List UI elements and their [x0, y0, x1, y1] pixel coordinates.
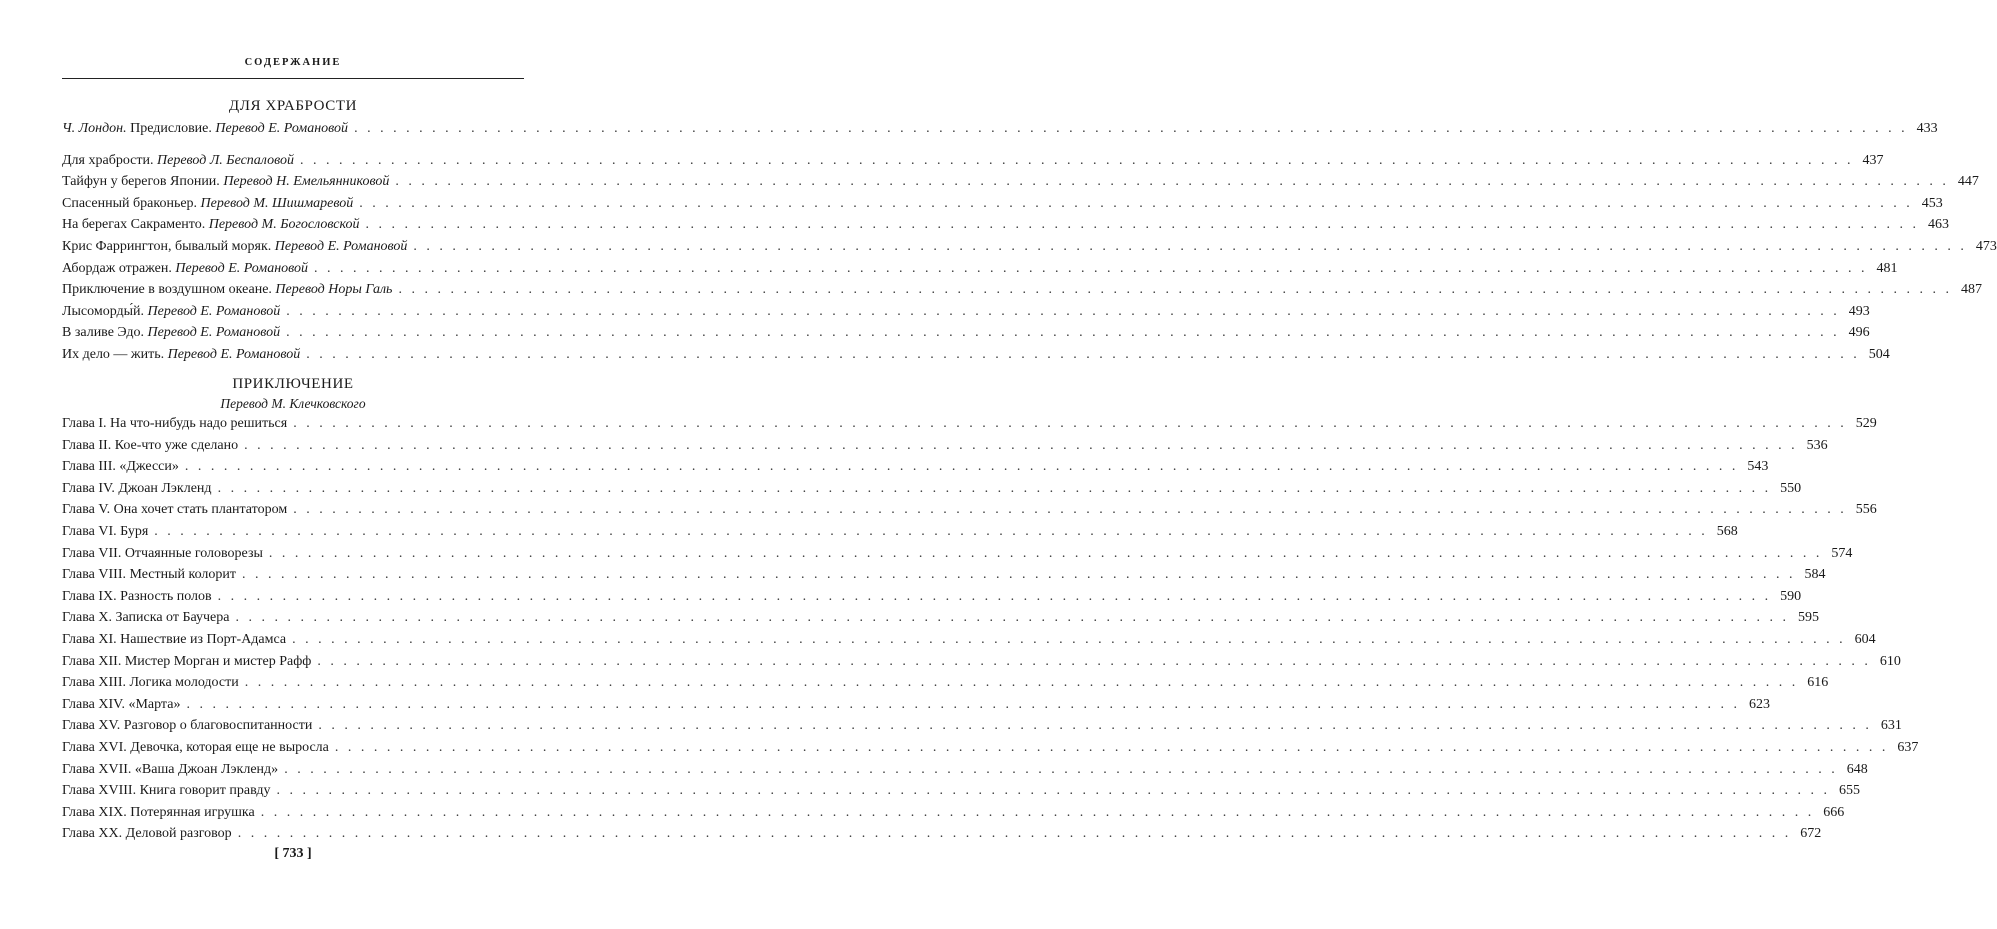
leader-dots: . . . . . . . . . . . . . . . . . . . . . . . . . . . . . . . . . . . . . . . . . . . . . . . . . . . . . . . . . . . . . . . . . . . . . . . . . . . . . . . . . . . . . . . . . . . . . . . . . . . . . . . . . . . . . . . . . . . . . . . .	[217, 480, 1772, 496]
entry-title: Для храбрости.	[62, 152, 154, 168]
toc-row	[62, 675, 1829, 697]
entry-translator: Перевод Е. Романовой	[147, 303, 281, 319]
header-rule	[62, 78, 524, 79]
chapter-title: Глава II. Кое-что уже сделано	[62, 437, 239, 453]
toc-row	[62, 696, 1770, 719]
toc-row	[62, 260, 1898, 283]
toc-row	[62, 761, 1868, 784]
leader-dots: . . . . . . . . . . . . . . . . . . . . . . . . . . . . . . . . . . . . . . . . . . . . . . . . . . . . . . . . . . . . . . . . . . . . . . . . . . . . . . . . . . . . . . . . . . . . . . . . . . . . . . . . . . . . . . . . . . . . . . . .	[217, 588, 1772, 604]
preface-page: 433	[1916, 121, 1938, 136]
entry-title: Их дело — жить.	[62, 346, 165, 362]
chapter-page: 595	[1797, 610, 1819, 626]
toc-list-section-2	[62, 416, 1919, 848]
toc-row	[62, 567, 1826, 589]
leader-dots: . . . . . . . . . . . . . . . . . . . . . . . . . . . . . . . . . . . . . . . . . . . . . . . . . . . . . . . . . . . . . . . . . . . . . . . . . . . . . . . . . . . . . . . . . . . . . . . . . . . . . . . . . . . . . . . . . . . . . . . .	[413, 238, 1967, 254]
chapter-page: 529	[1855, 416, 1877, 431]
chapter-title: Глава XVIII. Книга говорит правду	[62, 783, 271, 799]
chapter-title: Глава XX. Деловой разговор	[62, 826, 232, 842]
chapter-page: 672	[1800, 826, 1822, 842]
toc-row	[62, 217, 1950, 239]
entry-translator: Перевод Н. Емельянниковой	[223, 174, 390, 190]
leader-dots: . . . . . . . . . . . . . . . . . . . . . . . . . . . . . . . . . . . . . . . . . . . . . . . . . . . . . . . . . . . . . . . . . . . . . . . . . . . . . . . . . . . . . . . . . . . . . . . . . . . . . . . . . . . . . . . . . . . . . . . .	[314, 260, 1868, 276]
entry-page: 437	[1862, 152, 1884, 168]
chapter-title: Глава XI. Нашествие из Порт-Адамса	[62, 631, 287, 647]
toc-row-preface	[62, 121, 1938, 143]
chapter-title: Глава XV. Разговор о благовоспитанности	[62, 718, 313, 734]
toc-row	[62, 459, 1769, 481]
leader-dots: . . . . . . . . . . . . . . . . . . . . . . . . . . . . . . . . . . . . . . . . . . . . . . . . . . . . . . . . . . . . . . . . . . . . . . . . . . . . . . . . . . . . . . . . . . . . . . . . . . . . . . . . . . . . . . . . . . . . . . . .	[237, 826, 1792, 842]
leader-dots: . . . . . . . . . . . . . . . . . . . . . . . . . . . . . . . . . . . . . . . . . . . . . . . . . . . . . . . . . . . . . . . . . . . . . . . . . . . . . . . . . . . . . . . . . . . . . . . . . . . . . . . . . . . . . . . . . . . . . . . .	[184, 459, 1739, 475]
leader-dots: . . . . . . . . . . . . . . . . . . . . . . . . . . . . . . . . . . . . . . . . . . . . . . . . . . . . . . . . . . . . . . . . . . . . . . . . . . . . . . . . . . . . . . . . . . . . . . . . . . . . . . . . . . . . . . . . . . . . . . . .	[359, 195, 1913, 211]
toc-row	[62, 718, 1902, 740]
leader-dots: . . . . . . . . . . . . . . . . . . . . . . . . . . . . . . . . . . . . . . . . . . . . . . . . . . . . . . . . . . . . . . . . . . . . . . . . . . . . . . . . . . . . . . . . . . . . . . . . . . . . . . . . . . . . . . . . . . . . . . . .	[286, 303, 1840, 319]
leader-dots: . . . . . . . . . . . . . . . . . . . . . . . . . . . . . . . . . . . . . . . . . . . . . . . . . . . . . . . . . . . . . . . . . . . . . . . . . . . . . . . . . . . . . . . . . . . . . . . . . . . . . . . . . . . . . . . . . . . . . . . .	[268, 545, 1823, 561]
toc-row	[62, 416, 1877, 438]
toc-row	[62, 653, 1901, 676]
chapter-title: Глава XIX. Потерянная игрушка	[62, 804, 255, 820]
chapter-page: 610	[1879, 653, 1901, 669]
chapter-page: 604	[1854, 631, 1876, 647]
entry-page: 481	[1876, 260, 1898, 276]
leader-dots: . . . . . . . . . . . . . . . . . . . . . . . . . . . . . . . . . . . . . . . . . . . . . . . . . . . . . . . . . . . . . . . . . . . . . . . . . . . . . . . . . . . . . . . . . . . . . . . . . . . . . . . . . . . . . . . . . . . . . . . .	[317, 653, 1871, 669]
entry-title: Крис Фаррингтон, бывалый моряк.	[62, 238, 272, 254]
leader-dots: . . . . . . . . . . . . . . . . . . . . . . . . . . . . . . . . . . . . . . . . . . . . . . . . . . . . . . . . . . . . . . . . . . . . . . . . . . . . . . . . . . . . . . . . . . . . . . . . . . . . . . . . . . . . . . . . . . . . . . . .	[354, 121, 1908, 136]
chapter-title: Глава XII. Мистер Морган и мистер Рафф	[62, 653, 312, 669]
section-title-2: ПРИКЛЮЧЕНИЕ	[232, 376, 354, 392]
chapter-page: 574	[1831, 545, 1853, 561]
toc-row	[62, 739, 1919, 762]
leader-dots: . . . . . . . . . . . . . . . . . . . . . . . . . . . . . . . . . . . . . . . . . . . . . . . . . . . . . . . . . . . . . . . . . . . . . . . . . . . . . . . . . . . . . . . . . . . . . . . . . . . . . . . . . . . . . . . . . . . . . . . .	[299, 152, 1854, 168]
leader-dots: . . . . . . . . . . . . . . . . . . . . . . . . . . . . . . . . . . . . . . . . . . . . . . . . . . . . . . . . . . . . . . . . . . . . . . . . . . . . . . . . . . . . . . . . . . . . . . . . . . . . . . . . . . . . . . . . . . . . . . . .	[186, 696, 1740, 712]
entry-page: 447	[1957, 174, 1979, 190]
leader-dots: . . . . . . . . . . . . . . . . . . . . . . . . . . . . . . . . . . . . . . . . . . . . . . . . . . . . . . . . . . . . . . . . . . . . . . . . . . . . . . . . . . . . . . . . . . . . . . . . . . . . . . . . . . . . . . . . . . . . . . . .	[395, 174, 1949, 190]
leader-dots: . . . . . . . . . . . . . . . . . . . . . . . . . . . . . . . . . . . . . . . . . . . . . . . . . . . . . . . . . . . . . . . . . . . . . . . . . . . . . . . . . . . . . . . . . . . . . . . . . . . . . . . . . . . . . . . . . . . . . . . .	[318, 718, 1872, 734]
entry-title: Тайфун у берегов Японии.	[62, 174, 220, 190]
entry-page: 504	[1868, 346, 1890, 362]
toc-row	[62, 437, 1828, 460]
entry-page: 496	[1848, 325, 1870, 341]
entry-page: 487	[1960, 282, 1982, 298]
entry-translator: Перевод Е. Романовой	[167, 346, 301, 362]
section-title-1: ДЛЯ ХРАБРОСТИ	[228, 98, 358, 114]
entry-title: В заливе Эдо.	[62, 325, 144, 341]
toc-row	[62, 523, 1738, 546]
entry-page: 463	[1928, 217, 1950, 233]
toc-row	[62, 238, 1997, 261]
entry-translator: Перевод Норы Галь	[275, 282, 393, 298]
chapter-title: Глава VIII. Местный колорит	[62, 567, 237, 583]
chapter-page: 631	[1880, 718, 1902, 734]
toc-row	[62, 502, 1877, 524]
toc-row	[62, 545, 1853, 568]
toc-row	[62, 282, 1982, 304]
entry-page: 453	[1921, 195, 1943, 211]
chapter-page: 655	[1838, 783, 1860, 799]
entry-title: Спасенный браконьер.	[62, 195, 198, 211]
chapter-title: Глава VII. Отчаянные головорезы	[62, 545, 263, 561]
chapter-page: 536	[1806, 437, 1828, 453]
chapter-page: 666	[1823, 804, 1845, 820]
leader-dots: . . . . . . . . . . . . . . . . . . . . . . . . . . . . . . . . . . . . . . . . . . . . . . . . . . . . . . . . . . . . . . . . . . . . . . . . . . . . . . . . . . . . . . . . . . . . . . . . . . . . . . . . . . . . . . . . . . . . . . . .	[244, 675, 1799, 691]
chapter-page: 616	[1807, 675, 1829, 691]
chapter-title: Глава IV. Джоан Лэкленд	[62, 480, 212, 496]
leader-dots: . . . . . . . . . . . . . . . . . . . . . . . . . . . . . . . . . . . . . . . . . . . . . . . . . . . . . . . . . . . . . . . . . . . . . . . . . . . . . . . . . . . . . . . . . . . . . . . . . . . . . . . . . . . . . . . . . . . . . . . .	[284, 761, 1838, 777]
leader-dots: . . . . . . . . . . . . . . . . . . . . . . . . . . . . . . . . . . . . . . . . . . . . . . . . . . . . . . . . . . . . . . . . . . . . . . . . . . . . . . . . . . . . . . . . . . . . . . . . . . . . . . . . . . . . . . . . . . . . . . . .	[154, 523, 1708, 539]
entry-translator: Перевод Е. Романовой	[147, 325, 281, 341]
chapter-title: Глава XIII. Логика молодости	[62, 675, 239, 691]
toc-row	[62, 588, 1802, 611]
chapter-page: 590	[1780, 588, 1802, 604]
chapter-title: Глава III. «Джесси»	[62, 459, 179, 475]
toc-row	[62, 195, 1943, 218]
toc-gap	[62, 143, 524, 153]
leader-dots: . . . . . . . . . . . . . . . . . . . . . . . . . . . . . . . . . . . . . . . . . . . . . . . . . . . . . . . . . . . . . . . . . . . . . . . . . . . . . . . . . . . . . . . . . . . . . . . . . . . . . . . . . . . . . . . . . . . . . . . .	[293, 502, 1847, 518]
toc-row	[62, 804, 1845, 827]
preface-author: Ч. Лондон.	[62, 121, 127, 136]
toc-row	[62, 480, 1802, 503]
preface-title: Предисловие.	[130, 121, 212, 136]
entry-translator: Перевод М. Богословской	[208, 217, 360, 233]
toc-row	[62, 346, 1890, 369]
toc-list-section-1	[62, 121, 1997, 369]
toc-row	[62, 303, 1870, 326]
toc-row	[62, 610, 1819, 632]
toc-row	[62, 152, 1884, 175]
running-head: СОДЕРЖАНИЕ	[244, 57, 342, 68]
page-number: [ 733 ]	[274, 846, 312, 861]
chapter-page: 543	[1747, 459, 1769, 475]
toc-row	[62, 325, 1870, 347]
toc-row	[62, 174, 1979, 196]
chapter-title: Глава V. Она хочет стать плантатором	[62, 502, 288, 518]
preface-translator: Перевод Е. Романовой	[215, 121, 349, 136]
leader-dots: . . . . . . . . . . . . . . . . . . . . . . . . . . . . . . . . . . . . . . . . . . . . . . . . . . . . . . . . . . . . . . . . . . . . . . . . . . . . . . . . . . . . . . . . . . . . . . . . . . . . . . . . . . . . . . . . . . . . . . . .	[276, 783, 1830, 799]
leader-dots: . . . . . . . . . . . . . . . . . . . . . . . . . . . . . . . . . . . . . . . . . . . . . . . . . . . . . . . . . . . . . . . . . . . . . . . . . . . . . . . . . . . . . . . . . . . . . . . . . . . . . . . . . . . . . . . . . . . . . . . .	[260, 804, 1815, 820]
chapter-title: Глава XVI. Девочка, которая еще не выросла	[62, 739, 329, 755]
entry-page: 493	[1848, 303, 1870, 319]
entry-title: Лысоморды́й.	[62, 303, 145, 319]
chapter-page: 623	[1748, 696, 1770, 712]
chapter-title: Глава XIV. «Марта»	[62, 696, 181, 712]
entry-page: 473	[1975, 238, 1997, 254]
leader-dots: . . . . . . . . . . . . . . . . . . . . . . . . . . . . . . . . . . . . . . . . . . . . . . . . . . . . . . . . . . . . . . . . . . . . . . . . . . . . . . . . . . . . . . . . . . . . . . . . . . . . . . . . . . . . . . . . . . . . . . . .	[293, 416, 1847, 431]
chapter-title: Глава IX. Разность полов	[62, 588, 212, 604]
entry-title: Абордаж отражен.	[62, 260, 172, 276]
leader-dots: . . . . . . . . . . . . . . . . . . . . . . . . . . . . . . . . . . . . . . . . . . . . . . . . . . . . . . . . . . . . . . . . . . . . . . . . . . . . . . . . . . . . . . . . . . . . . . . . . . . . . . . . . . . . . . . . . . . . . . . .	[365, 217, 1920, 233]
chapter-page: 556	[1855, 502, 1877, 518]
toc-row	[62, 783, 1860, 805]
leader-dots: . . . . . . . . . . . . . . . . . . . . . . . . . . . . . . . . . . . . . . . . . . . . . . . . . . . . . . . . . . . . . . . . . . . . . . . . . . . . . . . . . . . . . . . . . . . . . . . . . . . . . . . . . . . . . . . . . . . . . . . .	[286, 325, 1840, 341]
entry-title: На берегах Сакраменто.	[62, 217, 206, 233]
chapter-title: Глава X. Записка от Баучера	[62, 610, 230, 626]
leader-dots: . . . . . . . . . . . . . . . . . . . . . . . . . . . . . . . . . . . . . . . . . . . . . . . . . . . . . . . . . . . . . . . . . . . . . . . . . . . . . . . . . . . . . . . . . . . . . . . . . . . . . . . . . . . . . . . . . . . . . . . .	[306, 346, 1860, 362]
chapter-page: 568	[1716, 523, 1738, 539]
entry-translator: Перевод Л. Беспаловой	[157, 152, 294, 168]
entry-title: Приключение в воздушном океане.	[62, 282, 272, 298]
leader-dots: . . . . . . . . . . . . . . . . . . . . . . . . . . . . . . . . . . . . . . . . . . . . . . . . . . . . . . . . . . . . . . . . . . . . . . . . . . . . . . . . . . . . . . . . . . . . . . . . . . . . . . . . . . . . . . . . . . . . . . . .	[235, 610, 1789, 626]
chapter-page: 584	[1804, 567, 1826, 583]
toc-row	[62, 826, 1822, 848]
chapter-title: Глава VI. Буря	[62, 523, 149, 539]
entry-translator: Перевод М. Шишмаревой	[200, 195, 354, 211]
chapter-title: Глава XVII. «Ваша Джоан Лэкленд»	[62, 761, 279, 777]
leader-dots: . . . . . . . . . . . . . . . . . . . . . . . . . . . . . . . . . . . . . . . . . . . . . . . . . . . . . . . . . . . . . . . . . . . . . . . . . . . . . . . . . . . . . . . . . . . . . . . . . . . . . . . . . . . . . . . . . . . . . . . .	[292, 631, 1846, 647]
chapter-title: Глава I. На что-нибудь надо решиться	[62, 416, 288, 431]
toc-row	[62, 631, 1876, 654]
entry-translator: Перевод Е. Романовой	[175, 260, 309, 276]
leader-dots: . . . . . . . . . . . . . . . . . . . . . . . . . . . . . . . . . . . . . . . . . . . . . . . . . . . . . . . . . . . . . . . . . . . . . . . . . . . . . . . . . . . . . . . . . . . . . . . . . . . . . . . . . . . . . . . . . . . . . . . .	[242, 567, 1796, 583]
chapter-page: 648	[1846, 761, 1868, 777]
leader-dots: . . . . . . . . . . . . . . . . . . . . . . . . . . . . . . . . . . . . . . . . . . . . . . . . . . . . . . . . . . . . . . . . . . . . . . . . . . . . . . . . . . . . . . . . . . . . . . . . . . . . . . . . . . . . . . . . . . . . . . . .	[398, 282, 1952, 298]
chapter-page: 550	[1780, 480, 1802, 496]
leader-dots: . . . . . . . . . . . . . . . . . . . . . . . . . . . . . . . . . . . . . . . . . . . . . . . . . . . . . . . . . . . . . . . . . . . . . . . . . . . . . . . . . . . . . . . . . . . . . . . . . . . . . . . . . . . . . . . . . . . . . . . .	[244, 437, 1798, 453]
leader-dots: . . . . . . . . . . . . . . . . . . . . . . . . . . . . . . . . . . . . . . . . . . . . . . . . . . . . . . . . . . . . . . . . . . . . . . . . . . . . . . . . . . . . . . . . . . . . . . . . . . . . . . . . . . . . . . . . . . . . . . . .	[334, 739, 1889, 755]
section-2-translator: Перевод М. Клечковского	[220, 396, 366, 411]
entry-translator: Перевод Е. Романовой	[274, 238, 408, 254]
chapter-page: 637	[1897, 739, 1919, 755]
